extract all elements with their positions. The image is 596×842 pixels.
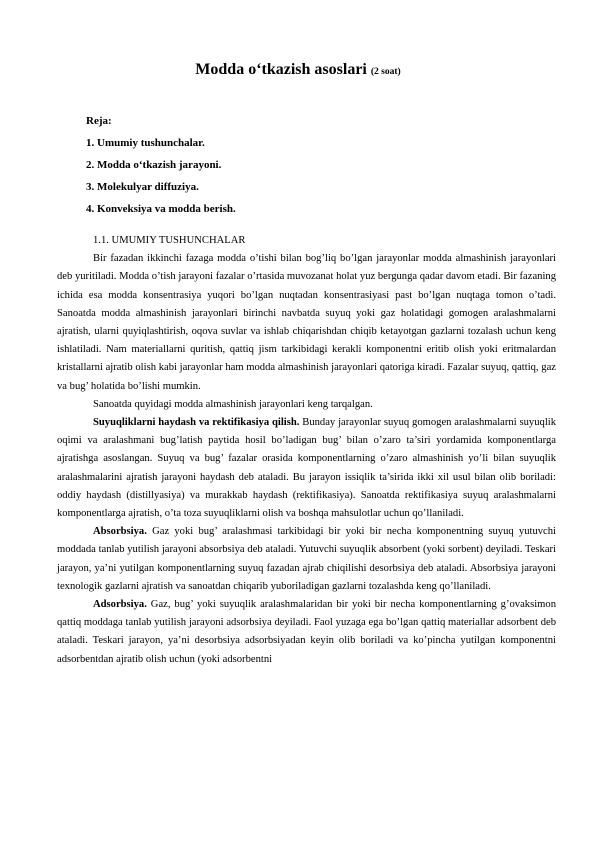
plan-item: 4. Konveksiya va modda berish. [86,203,236,215]
paragraph [57,414,556,523]
title-hours: (2 soat) [370,67,401,77]
plan-label: Reja: [86,115,112,127]
paragraph-text: Gaz, bug’ yoki suyuqlik aralashmalaridan bir yoki bir necha komponentlarning g’ovaksimon qattiq moddaga tanlab yutilish jarayoni adsorbsiya deyiladi. Faol yuzaga ega bo’lgan qattiq materiallar adsorbent deb ataladi. Teskari jarayon, ya’ni desorbsiya adsorbsiyadan keyin olib boriladi va ko’pincha yutilgan komponentni adsorbentdan ajratib olish uchun (yoki adsorbentni [57,599,556,665]
term-absorption: Absorbsiya. [93,526,147,538]
lesson-plan [86,110,546,220]
term-adsorption: Adsorbsiya. [93,599,147,611]
plan-item: 1. Umumiy tushunchalar. [86,137,205,149]
paragraph: Sanoatda quyidagi modda almashinish jarayonlari keng tarqalgan. [93,398,373,410]
paragraph [57,596,556,669]
paragraph-text: Gaz yoki bug’ aralashmasi tarkibidagi bir yoki bir necha komponentning suyuq yutuvchi moddada tanlab yutilish jarayoni absorbsiya deb ataladi. Yutuvchi suyuqlik absorbent (yoki sorbent) deyiladi. Teskari jarayon, ya’ni yutilgan komponentlarning suyuq fazadan ajrab chiqilishi desorbsiya deb ataladi. Absorbsiya jarayoni texnologik gazlarni ajratish va sanoatdan chiqarib yuboriladigan gazlarni tozalashda keng qo’llaniladi. [57,526,556,592]
section-heading: 1.1. UMUMIY TUSHUNCHALAR [93,235,246,246]
paragraph [57,523,556,596]
plan-item: 2. Modda o‘tkazish jarayoni. [86,159,222,171]
term-distillation: Suyuqliklarni haydash va rektifikasiya qilish. [93,417,300,429]
paragraph: Bir fazadan ikkinchi fazaga modda o’tishi bilan bog’liq bo’lgan jarayonlar modda almashinish jarayonlari deb yuritiladi. Modda o’tish jarayoni fazalar o’rtasida muvozanat holat yuz bergunga qadar davom etadi. Bir fazaning ichida esa modda konsentrasiya yuqori bo’lgan nuqtadan konsentrasiyasi past bo’lgan nuqtaga tomon o’tadi. Sanoatda modda almashinish jarayonlari birinchi navbatda suyuq yoki gaz holatidagi gomogen aralashmalarni ajratish, ularni quyiqlashtirish, oqova suvlar va ishlab chiqarishdan chiqib ketayotgan gazlarni tozalash uchun keng ishlatiladi. Nam materiallarni quritish, qattiq jism tarkibidagi kerakli komponentni eritib olish yoki eritmalardan kristallarni ajratib olish kabi jarayonlar ham modda almashinish jarayonlari qatoriga kiradi. Fazalar suyuq, qattiq, gaz va bug’ holatida bo’lishi mumkin. [57,253,556,392]
page-title [0,60,596,82]
plan-item: 3. Molekulyar diffuziya. [86,181,199,193]
section-body [57,232,556,669]
title-main: Modda o‘tkazish asoslari [195,61,367,78]
paragraph-text: Bunday jarayonlar suyuq gomogen aralashmalarni suyuqlik oqimi va aralashmani bug’latish paytida hosil bo’ladigan bug’ bilan o’zaro ta’siri yordamida komponentlarga ajratishga asoslangan. Suyuq va bug’ fazalar orasida komponentlarning o’zaro almashinish yo’li bilan suyuqlik aralashmalarini ajratish jarayoni haydash deb ataladi. Bu jarayon issiqlik ta’sirida ikki xil usul bilan olib boriladi: oddiy haydash (distillyasiya) va murakkab haydash (rektifikasiya). Sanoatda rektifikasiya suyuq aralashmalarni komponentlarga ajratish, o’ta toza suyuqliklarni olish va boshqa mahsulotlar uchun qo’llaniladi. [57,417,557,520]
